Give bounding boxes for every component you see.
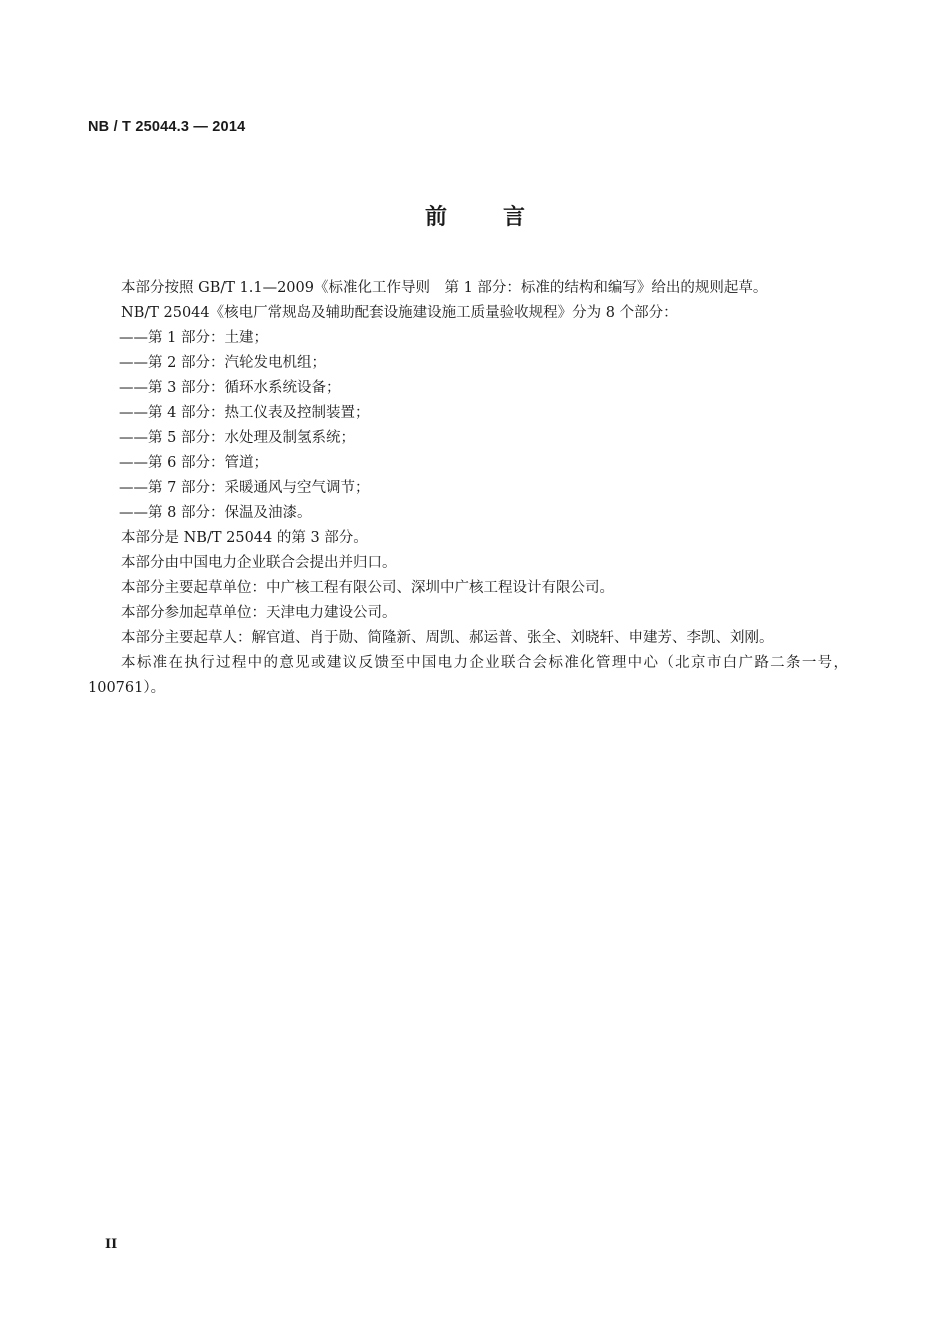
section-title-foreword xyxy=(0,200,950,231)
list-item-part-2: ——第 2 部分：汽轮发电机组； xyxy=(119,355,326,371)
paragraph-parts-intro: NB/T 25044《核电厂常规岛及辅助配套设施建设施工质量验收规程》分为 8 个部分： xyxy=(121,305,678,321)
list-item-part-5: ——第 5 部分：水处理及制氢系统； xyxy=(119,430,355,446)
paragraph-part-number: 本部分是 NB/T 25044 的第 3 部分。 xyxy=(121,530,368,546)
paragraph-main-drafters: 本部分主要起草人：解官道、肖于勋、简隆新、周凯、郝运普、张全、刘晓轩、申建芳、李凯、刘刚。 xyxy=(121,630,774,646)
paragraph-participating-org: 本部分参加起草单位：天津电力建设公司。 xyxy=(121,605,397,621)
parts-list xyxy=(88,326,848,526)
foreword-body xyxy=(88,276,848,701)
title-char-2: 言 xyxy=(503,205,526,230)
paragraph-proposer: 本部分由中国电力企业联合会提出并归口。 xyxy=(121,555,397,571)
paragraph-feedback: 本标准在执行过程中的意见或建议反馈至中国电力企业联合会标准化管理中心（北京市白广路二条一号，100761）。 xyxy=(88,655,848,696)
list-item-part-4: ——第 4 部分：热工仪表及控制装置； xyxy=(119,405,370,421)
title-char-1: 前 xyxy=(424,205,447,230)
paragraph-drafting-rules: 本部分按照 GB/T 1.1—2009《标准化工作导则 第 1 部分：标准的结构和编写》给出的规则起草。 xyxy=(121,280,768,296)
list-item-part-3: ——第 3 部分：循环水系统设备； xyxy=(119,380,341,396)
page-number: II xyxy=(105,1237,118,1252)
list-item-part-6: ——第 6 部分：管道； xyxy=(119,455,268,471)
paragraph-main-drafters-org: 本部分主要起草单位：中广核工程有限公司、深圳中广核工程设计有限公司。 xyxy=(121,580,614,596)
standard-number: NB / T 25044.3 — 2014 xyxy=(88,119,246,135)
list-item-part-8: ——第 8 部分：保温及油漆。 xyxy=(119,505,312,521)
list-item-part-7: ——第 7 部分：采暖通风与空气调节； xyxy=(119,480,370,496)
list-item-part-1: ——第 1 部分：土建； xyxy=(119,330,268,346)
